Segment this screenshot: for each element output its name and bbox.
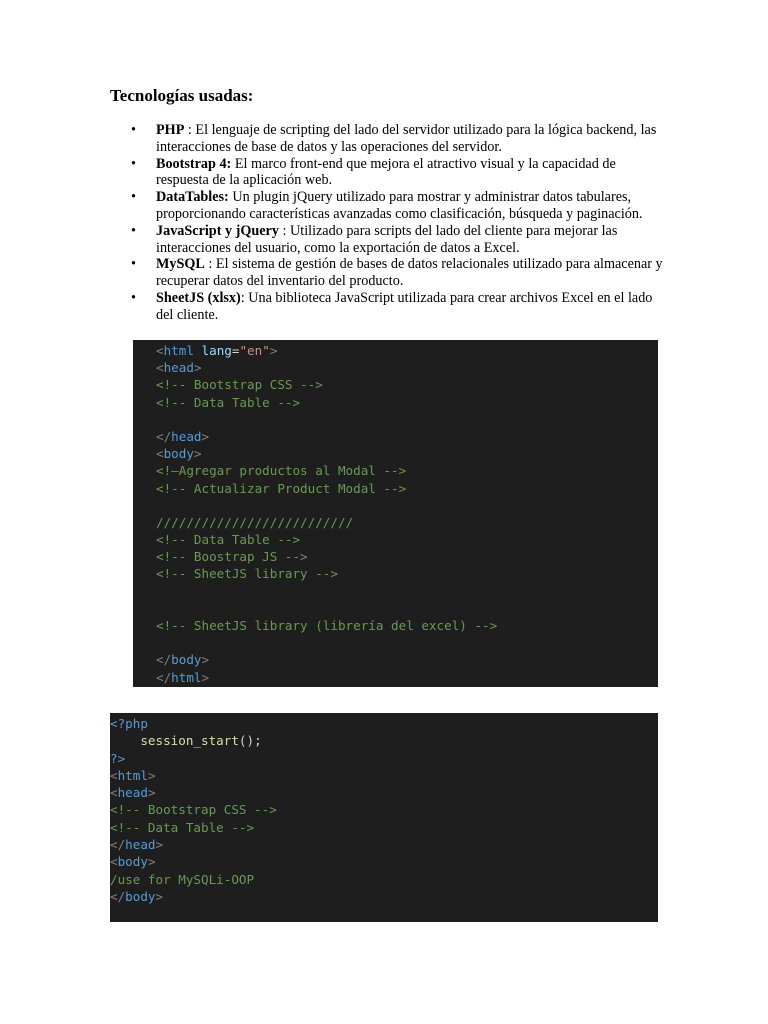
code-text bbox=[156, 651, 209, 668]
code-token: <!-- Bootstrap CSS --> bbox=[110, 802, 277, 818]
code-token: <!-- Data Table --> bbox=[110, 819, 255, 835]
code-token: > bbox=[147, 767, 156, 783]
code-text bbox=[156, 342, 277, 359]
code-token: </ bbox=[110, 837, 126, 853]
code-token: body bbox=[163, 446, 194, 462]
code-token: > bbox=[269, 343, 278, 358]
code-token: < bbox=[156, 360, 164, 376]
code-token bbox=[194, 343, 202, 358]
code-token bbox=[110, 733, 140, 748]
code-line bbox=[110, 750, 277, 767]
technology-separator: : bbox=[240, 289, 249, 306]
code-line bbox=[110, 871, 277, 888]
code-text bbox=[110, 889, 163, 904]
code-text bbox=[156, 480, 406, 497]
technology-item bbox=[110, 189, 670, 223]
code-line bbox=[129, 514, 658, 531]
code-token: <!-- Data Table --> bbox=[156, 532, 301, 548]
code-token: </ bbox=[156, 652, 172, 668]
code-line bbox=[110, 801, 277, 818]
code-token: body bbox=[117, 854, 148, 870]
code-line bbox=[129, 445, 658, 462]
bullet-icon: • bbox=[131, 189, 136, 206]
code-token: lang bbox=[201, 343, 232, 358]
code-token: head bbox=[117, 785, 148, 801]
technology-item bbox=[110, 156, 670, 190]
bullet-icon: • bbox=[129, 567, 133, 580]
code-line bbox=[129, 480, 658, 497]
technology-item bbox=[110, 256, 670, 290]
code-token: <!—Agregar productos al Modal --> bbox=[156, 463, 407, 479]
code-line bbox=[129, 651, 658, 668]
code-line bbox=[129, 394, 658, 411]
code-text bbox=[110, 733, 262, 748]
bullet-icon: • bbox=[129, 481, 133, 494]
bullet-icon: • bbox=[129, 670, 133, 683]
code-text bbox=[110, 785, 156, 800]
bullet-icon: • bbox=[129, 395, 133, 408]
bullet-icon: • bbox=[131, 122, 136, 138]
code-line bbox=[110, 819, 277, 836]
code-line bbox=[129, 342, 658, 359]
code-line bbox=[129, 600, 658, 617]
bullet-icon: • bbox=[129, 344, 133, 356]
code-line bbox=[110, 853, 277, 870]
technology-separator: : bbox=[278, 222, 290, 239]
bullet-icon: • bbox=[129, 447, 133, 460]
technology-separator: : bbox=[184, 122, 196, 138]
code-token: head bbox=[125, 837, 156, 853]
code-token: < bbox=[156, 343, 164, 358]
technology-separator: : bbox=[204, 256, 216, 273]
code-text bbox=[156, 617, 497, 634]
code-line bbox=[129, 376, 658, 393]
code-line bbox=[129, 462, 658, 479]
technology-description: Un plugin jQuery utilizado para mostrar y administrar datos tabulares, proporcionando características avanzadas como clasificación, búsqueda y paginación. bbox=[156, 189, 643, 222]
code-token: body bbox=[125, 888, 156, 904]
bullet-icon: • bbox=[129, 361, 133, 374]
code-line bbox=[129, 548, 658, 565]
code-token: > bbox=[193, 446, 202, 462]
technology-item bbox=[110, 290, 670, 324]
code-token: < bbox=[110, 854, 118, 870]
code-text bbox=[156, 428, 209, 445]
code-text bbox=[156, 376, 323, 393]
code-text bbox=[156, 394, 300, 411]
technology-description: El sistema de gestión de bases de datos relacionales utilizado para almacenar y recuperar datos del inventario del producto. bbox=[156, 256, 663, 290]
code-token: ?> bbox=[110, 750, 126, 766]
code-token: </ bbox=[156, 428, 172, 444]
code-token: < bbox=[110, 785, 118, 801]
code-token: > bbox=[155, 888, 164, 904]
technology-name: SheetJS (xlsx) bbox=[156, 289, 241, 306]
code-token: /use for MySQLi-OOP bbox=[110, 871, 255, 887]
code-token: > bbox=[155, 837, 164, 853]
code-token: ////////////////////////// bbox=[156, 514, 354, 530]
code-text bbox=[110, 768, 156, 783]
technology-description: El marco front-end que mejora el atractivo visual y la capacidad de respuesta de la aplicación web. bbox=[156, 155, 616, 189]
code-line bbox=[129, 565, 658, 582]
code-line bbox=[110, 888, 277, 905]
technology-item bbox=[110, 122, 670, 156]
php-code-block bbox=[110, 713, 658, 922]
code-token: html bbox=[163, 343, 194, 358]
code-token: < bbox=[156, 446, 164, 462]
html-code-block bbox=[129, 340, 658, 687]
technology-name: Bootstrap 4: bbox=[156, 155, 232, 172]
bullet-icon: • bbox=[129, 619, 133, 631]
bullet-icon: • bbox=[131, 289, 136, 306]
code-token: > bbox=[201, 669, 210, 685]
code-text bbox=[110, 802, 277, 817]
code-token: html bbox=[171, 669, 202, 685]
bullet-icon: • bbox=[129, 464, 133, 477]
code-token: <!-- Boostrap JS --> bbox=[156, 549, 308, 565]
code-token: = bbox=[231, 343, 240, 358]
code-token: html bbox=[117, 767, 148, 783]
technology-item bbox=[110, 223, 670, 257]
code-token: <!-- SheetJS library (librería del excel) --> bbox=[156, 618, 498, 633]
technology-name: PHP bbox=[156, 122, 185, 138]
code-line bbox=[129, 531, 658, 548]
technology-list bbox=[110, 122, 670, 324]
technology-description: Utilizado para scripts del lado del cliente para mejorar las interacciones del usuario, como la exportación de datos a Excel. bbox=[156, 222, 618, 256]
section-heading: Tecnologías usadas: bbox=[110, 86, 254, 105]
bullet-icon: • bbox=[129, 515, 133, 528]
code-text bbox=[110, 716, 148, 731]
code-token: > bbox=[201, 428, 210, 444]
bullet-icon: • bbox=[129, 429, 133, 442]
code-text bbox=[110, 820, 254, 835]
code-line bbox=[110, 767, 277, 784]
code-text bbox=[110, 872, 254, 887]
code-token: > bbox=[147, 854, 156, 870]
code-text bbox=[110, 751, 125, 766]
code-token: head bbox=[163, 360, 194, 376]
code-token: </ bbox=[110, 888, 126, 904]
code-line bbox=[110, 836, 277, 853]
code-token: <!-- Bootstrap CSS --> bbox=[156, 377, 323, 393]
code-line bbox=[129, 669, 658, 686]
code-token: body bbox=[171, 652, 202, 668]
bullet-icon: • bbox=[129, 550, 133, 563]
technology-description: El lenguaje de scripting del lado del servidor utilizado para la lógica backend, las interacciones de base de datos y las operaciones del servidor. bbox=[156, 122, 657, 155]
bullet-icon: • bbox=[129, 378, 133, 391]
code-text bbox=[156, 565, 338, 582]
technology-name: MySQL bbox=[156, 256, 205, 273]
bullet-icon: • bbox=[131, 222, 136, 239]
code-token: > bbox=[193, 360, 202, 376]
code-token: > bbox=[147, 785, 156, 801]
code-lines bbox=[110, 715, 277, 905]
bullet-icon: • bbox=[129, 533, 133, 546]
code-token: <!-- Actualizar Product Modal --> bbox=[156, 480, 407, 496]
code-text bbox=[110, 837, 163, 852]
code-token: head bbox=[171, 428, 202, 444]
code-line bbox=[129, 583, 658, 600]
code-line bbox=[110, 784, 277, 801]
code-token: <!-- SheetJS library --> bbox=[156, 566, 338, 582]
code-text bbox=[156, 445, 202, 462]
code-text bbox=[156, 514, 353, 531]
bullet-icon: • bbox=[129, 601, 133, 614]
code-line bbox=[129, 497, 658, 514]
technology-name: JavaScript y jQuery bbox=[156, 222, 279, 239]
code-line bbox=[110, 715, 277, 732]
code-text bbox=[156, 548, 308, 565]
code-line bbox=[129, 428, 658, 445]
code-line bbox=[129, 617, 658, 634]
code-token: (); bbox=[238, 733, 262, 749]
code-text bbox=[156, 359, 202, 376]
bullet-icon: • bbox=[129, 584, 133, 597]
technology-description: Una biblioteca JavaScript utilizada para crear archivos Excel en el lado del cliente. bbox=[156, 289, 653, 323]
code-text bbox=[156, 462, 406, 479]
bullet-icon: • bbox=[129, 636, 133, 649]
code-token: <?php bbox=[110, 716, 148, 731]
bullet-icon: • bbox=[129, 412, 133, 425]
bullet-icon: • bbox=[129, 498, 133, 511]
code-text bbox=[110, 854, 156, 869]
code-token: session_start bbox=[140, 733, 239, 749]
code-token: < bbox=[110, 767, 118, 783]
code-line bbox=[129, 634, 658, 651]
code-text bbox=[156, 669, 209, 686]
bullet-icon: • bbox=[131, 155, 136, 172]
code-token: "en" bbox=[239, 343, 270, 358]
code-lines bbox=[129, 342, 658, 686]
code-line bbox=[129, 411, 658, 428]
code-token: > bbox=[201, 652, 210, 668]
bullet-icon: • bbox=[131, 256, 136, 273]
code-line bbox=[129, 359, 658, 376]
bullet-icon: • bbox=[129, 653, 133, 666]
code-line bbox=[110, 732, 277, 749]
technology-name: DataTables: bbox=[156, 189, 229, 206]
code-token: </ bbox=[156, 669, 172, 685]
code-token: <!-- Data Table --> bbox=[156, 394, 301, 410]
code-text bbox=[156, 531, 300, 548]
